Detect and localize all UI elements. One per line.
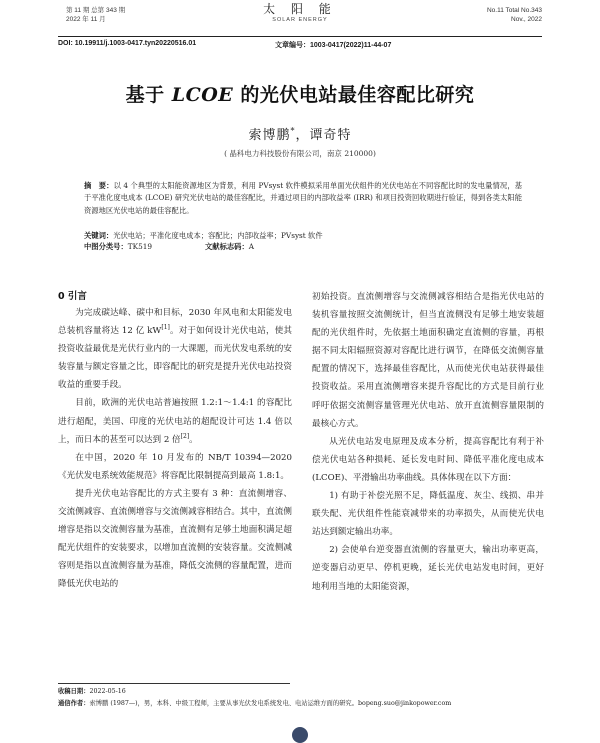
issue-cn: 第 11 期 总第 343 期 <box>66 7 126 14</box>
citation: [2] <box>180 432 190 440</box>
author-label: 通信作者： <box>58 700 90 707</box>
doc-code-value: A <box>248 242 255 251</box>
issue-en: No.11 Total No.343 <box>486 7 542 14</box>
right-column <box>312 288 544 596</box>
paragraph-text: 目前，欧洲的光伏电站普遍按照 1.2:1～1.4:1 的容配比进行超配，美国、印度的光伏电站的超配设计可达 1.4 倍以上，而日本的甚至可以达到 2 倍 <box>58 398 292 445</box>
date-cn: 2022 年 11 月 <box>66 16 106 23</box>
left-column <box>58 304 292 594</box>
title-italic-term: LCOE <box>171 84 234 106</box>
affiliation: ( 晶科电力科技股份有限公司，南京 210000) <box>224 149 376 158</box>
classification-label: 中图分类号： <box>84 242 128 251</box>
corresponding-author <box>58 699 548 709</box>
received-label: 收稿日期： <box>58 688 90 695</box>
citation: [1] <box>161 324 170 332</box>
keywords-label: 关键词： <box>84 231 114 240</box>
date-en: Nov., 2022 <box>511 16 542 23</box>
header-rule <box>58 36 542 37</box>
classification-value: TK519 <box>127 242 153 251</box>
author-info: 索博鹏 (1987—)，男，本科、中级工程师，主要从事光伏发电系统发电、电站运维方面的研究。bopeng.suo@jinkopower.com <box>89 700 452 707</box>
paragraph: 初始投资。直流侧增容与交流侧减容相结合是指光伏电站的装机容量按照交流侧统计，但当直流侧没有足够土地安装超配的光伏组件时，先依据土地面积确定直流侧的容量，再根据不同太阳辐照资源对容配比进行调节，在降低交流侧容量配置的情况下，选择最佳容配比，从而使光伏电站获得最佳投资收益。采用直流侧增容来提升容配比的方式是目前行业呼吁依据交流侧容量管理光伏电站、放开直流侧容量限制的最核心方式。 <box>312 292 544 429</box>
keywords-text: 光伏电站；平准化度电成本；容配比；内部收益率；PVsyst 软件 <box>113 231 323 240</box>
paper-title <box>0 80 600 107</box>
paragraph: 从光伏电站发电原理及成本分析，提高容配比有利于补偿光伏电站各种损耗、延长发电时间、降低平准化度电成本 (LCOE)、平滑输出功率曲线。具体体现在以下方面： <box>312 436 544 483</box>
paragraph-text: 。 <box>189 434 198 445</box>
abstract-label: 摘 要： <box>84 181 114 190</box>
received-value: 2022-05-16 <box>89 688 126 695</box>
journal-title-cn: 太 阳 能 <box>263 2 337 16</box>
received-date <box>58 687 548 697</box>
paragraph: 2) 会使单台逆变器直流侧的容量更大，输出功率更高，逆变器启动更早、停机更晚，延长光伏电站发电时间，更好地利用当地的太阳能资源， <box>312 545 544 592</box>
footnote-rule <box>58 683 290 684</box>
document-code <box>205 242 254 252</box>
running-header-right <box>487 6 542 24</box>
classification-number <box>84 242 152 252</box>
paragraph-text: 为完成碳达峰、碳中和目标，2030 年风电和太阳能发电总装机容量将达 12 亿 kW <box>58 308 292 337</box>
article-number: 文章编号：1003-0417(2022)11-44-07 <box>275 42 392 49</box>
paragraph-text: 。对于如何设计光伏电站，使其投资收益最优是光伏行业内的一大课题，而光伏发电系统的安装容量与额定容量之比，即容配比的研究是提升光伏电站投资收益的重要手段。 <box>58 326 292 391</box>
paragraph: 在中国，2020 年 10 月发布的 NB/T 10394—2020《光伏发电系统效能规范》将容配比限制提高到最高 1.8:1。 <box>58 452 292 481</box>
corresponding-mark: * <box>290 126 296 136</box>
section-heading: 0 引言 <box>58 291 87 302</box>
paragraph <box>58 394 292 448</box>
doc-code-label: 文献标志码： <box>205 242 249 251</box>
paragraph <box>58 304 292 394</box>
author-list <box>0 124 600 143</box>
paragraph: 提升光伏电站容配比的方式主要有 3 种：直流侧增容、交流侧减容、直流侧增容与交流侧减容相结合。其中，直流侧增容是指以交流侧容量为基准，直流侧有足够土地面积满足超配光伏组件的安装要求，以增加直流侧的安装容量。交流侧减容则是指以直流侧容量为基准，降低交流侧的容量配置，进而降低光伏电站的 <box>58 488 292 590</box>
paragraph: 1) 有助于补偿光照不足，降低温度、灰尘、线损、串并联失配、光伏组件性能衰减带来的功率损失，从而使光伏电站达到额定输出功率。 <box>312 491 544 538</box>
keywords <box>84 230 323 242</box>
doi: DOI: 10.19911/j.1003-0417.tyn20220516.01 <box>58 40 197 47</box>
author-first: 索博鹏 <box>248 128 291 143</box>
journal-title-en: SOLAR ENERGY <box>272 17 328 23</box>
abstract-text: 以 4 个典型的太阳能资源地区为背景，利用 PVsyst 软件模拟采用单面光伏组件的光伏电站在不同容配比时的发电量情况，基于平准化度电成本 (LCOE) 研究光伏电站的最佳容配比，并通过项目的内部收益率 (IRR) 和项目投资回收期进行验证，得到各类太阳能资源地区光伏电站的最佳容配比。 <box>84 181 523 215</box>
page-badge <box>292 727 308 743</box>
title-suffix: 的光伏电站最佳容配比研究 <box>233 84 475 106</box>
title-prefix: 基于 <box>125 84 172 106</box>
abstract <box>84 180 522 217</box>
author-second: ，谭奇特 <box>295 128 352 143</box>
